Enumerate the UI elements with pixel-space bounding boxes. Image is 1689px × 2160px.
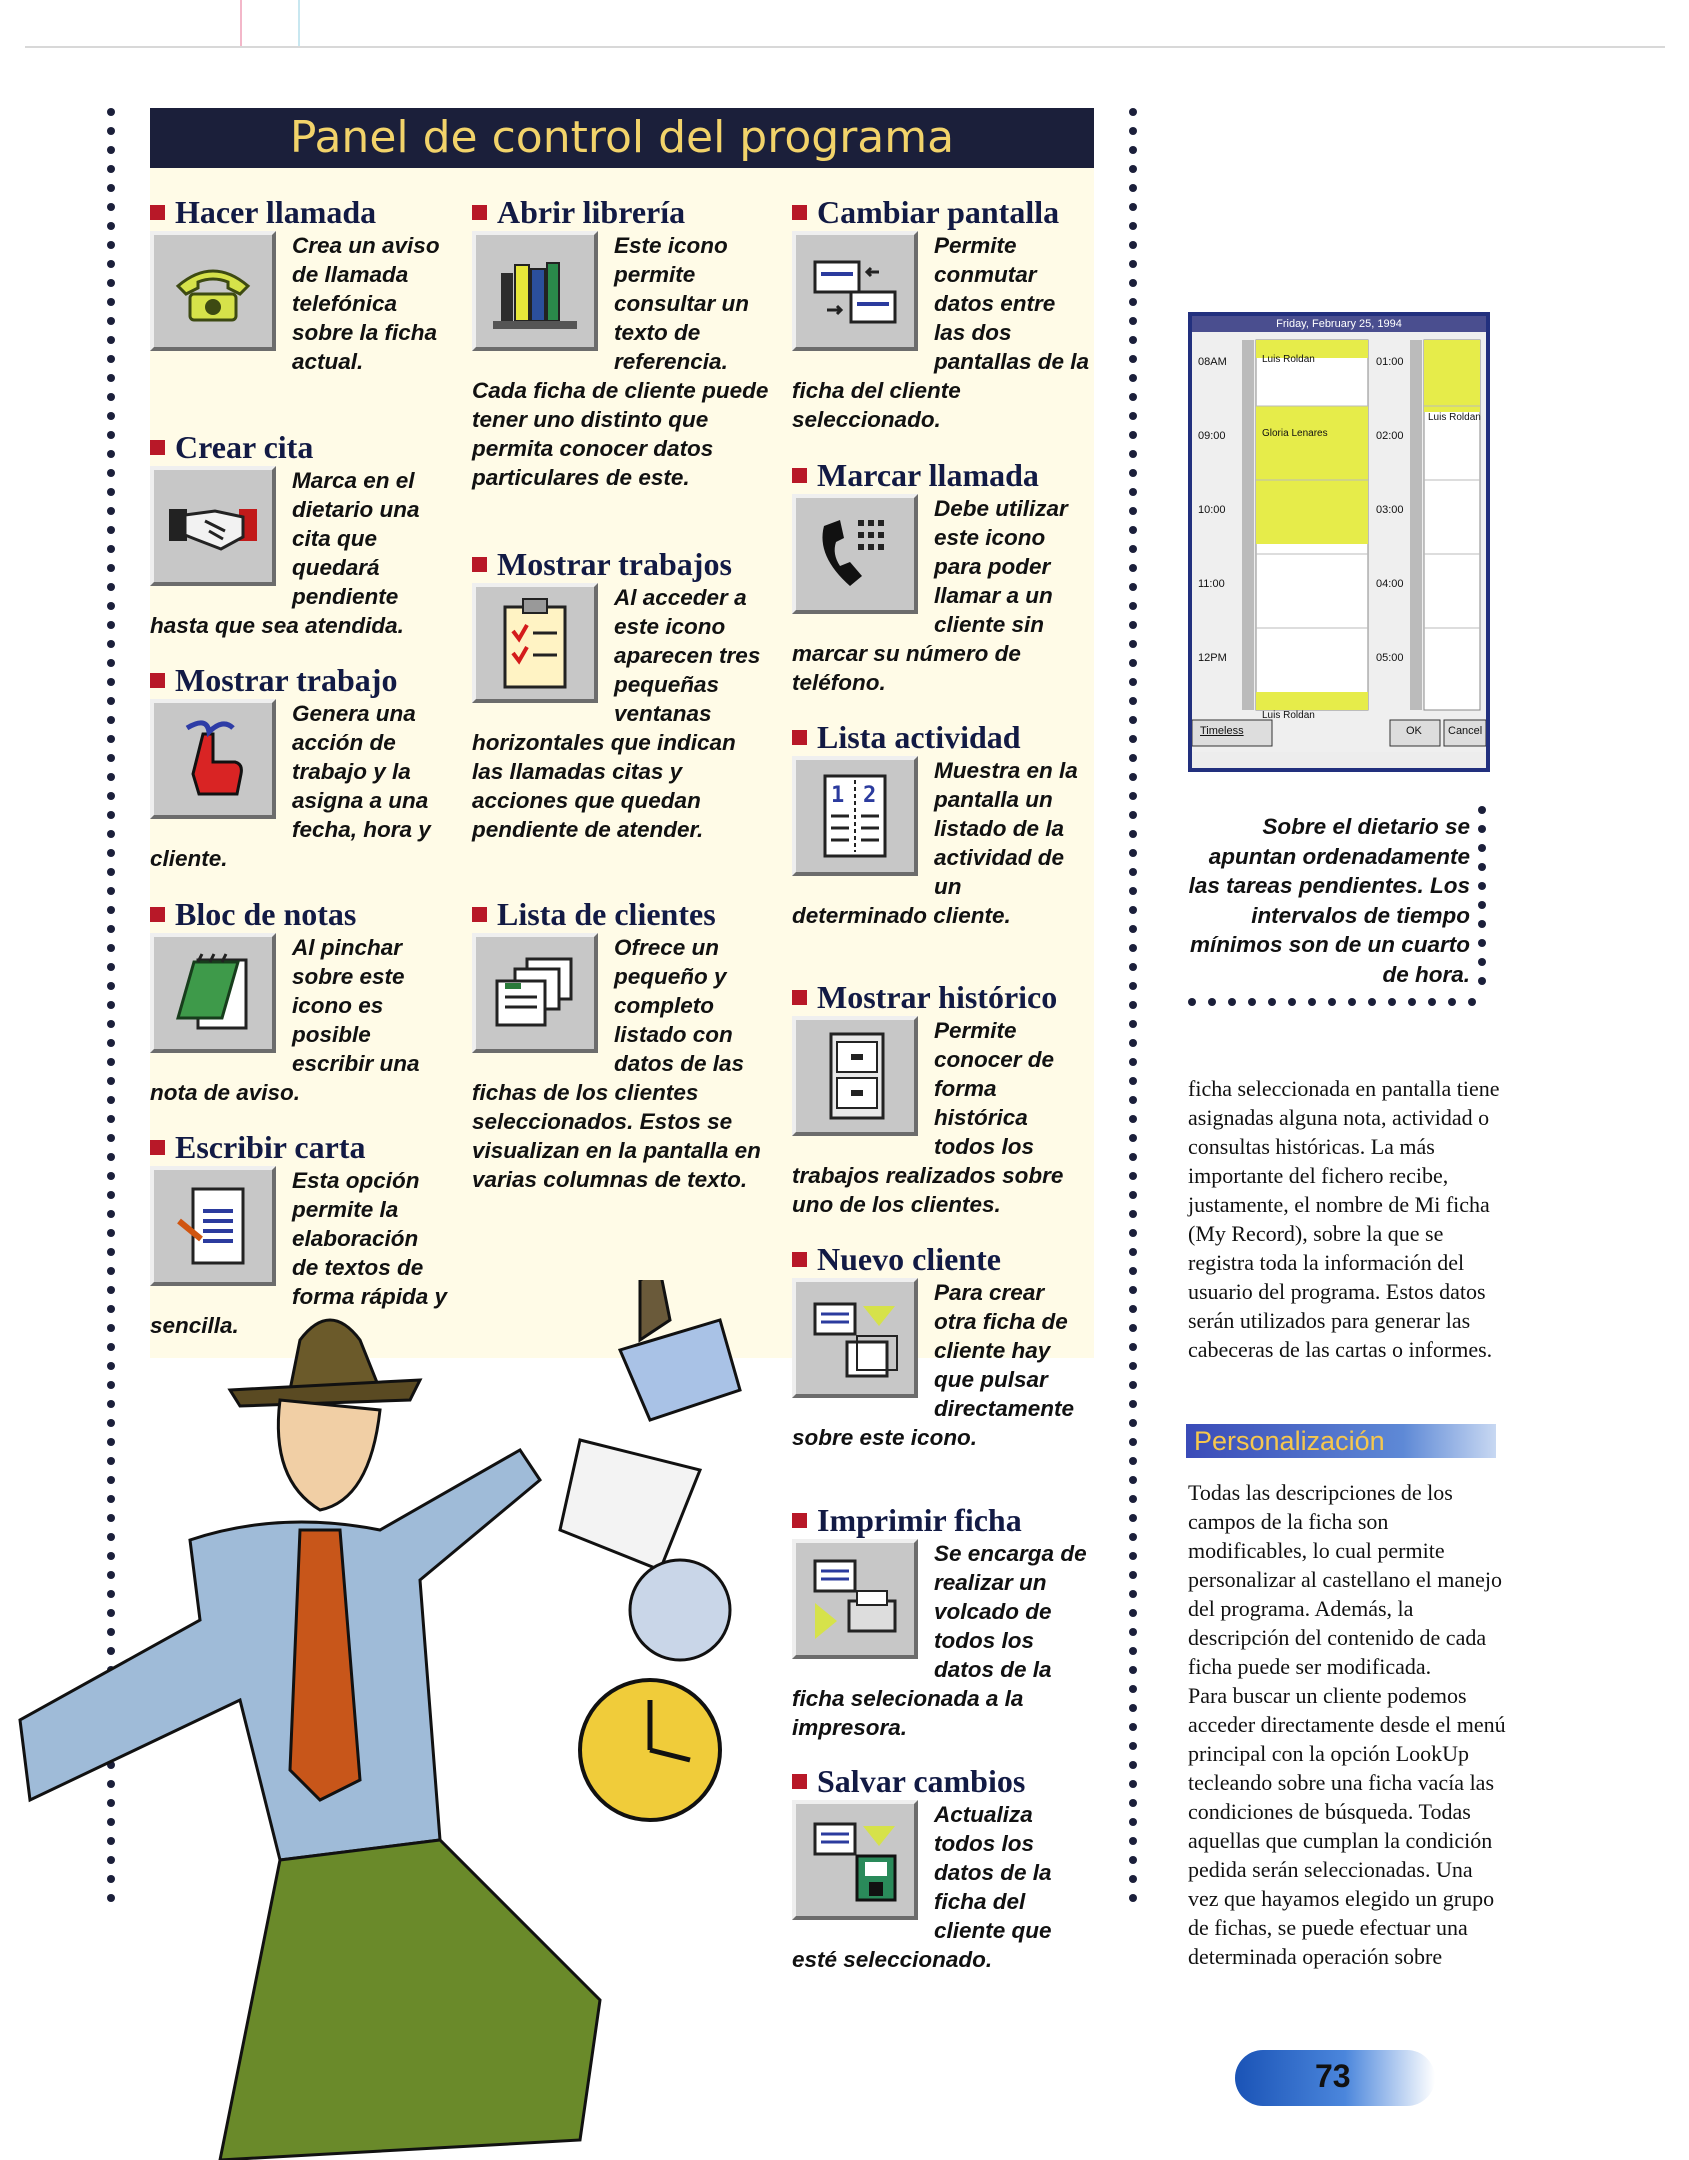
border-dot [1248,998,1256,1006]
border-dot [1129,906,1137,914]
border-dot [1368,998,1376,1006]
calendar-title: Friday, February 25, 1994 [1192,316,1486,332]
panel-title: Panel de control del programa [150,108,1094,168]
border-dot [1129,1590,1137,1598]
border-dot [1129,127,1137,135]
item-mostrar-trabajos [472,547,772,844]
border-dot [1129,1115,1137,1123]
border-dot [107,944,115,952]
border-dot [1129,1514,1137,1522]
border-dot [1129,1837,1137,1845]
item-crear-cita [150,430,450,640]
item-title: Nuevo cliente [792,1242,1092,1276]
border-dot [1129,944,1137,952]
item-text: Al acceder a este icono aparecen tres pequeñas ventanas horizontales que indican las llamadas citas y acciones que quedan pendiente de atender. [472,585,761,842]
border-dot [1129,849,1137,857]
time-label: 08AM [1198,356,1227,368]
border-dot [1129,925,1137,933]
border-dot [1129,1096,1137,1104]
border-dot [1129,203,1137,211]
border-dot [107,640,115,648]
time-label: 02:00 [1376,430,1404,442]
activity-list-icon[interactable] [792,756,918,876]
border-dot [1129,1476,1137,1484]
item-title: Mostrar trabajos [472,547,772,581]
calendar-entry[interactable]: Gloria Lenares [1262,428,1328,439]
border-dot [107,184,115,192]
crop-mark [298,0,300,46]
border-dot [107,830,115,838]
border-dot [1129,545,1137,553]
border-dot [1129,317,1137,325]
border-dot [1129,1818,1137,1826]
border-dot [107,450,115,458]
border-dot [1478,844,1486,852]
border-dot [107,260,115,268]
calendar-entry[interactable]: Luis Roldan [1428,412,1481,423]
body-text-bottom [1188,1478,1508,1971]
ok-button[interactable]: OK [1406,725,1422,737]
paragraph: Para buscar un cliente podemos acceder directamente desde el menú principal con la opción LookUp tecleando sobre una ficha vacía las condiciones de búsqueda. Todas aquellas que cumplan la condición pedida serán seleccionadas. Una vez que hayamos elegido un grupo de fichas, se puede efectuar una determinada operación sobre [1188,1683,1506,1969]
item-bloc-de-notas [150,897,450,1107]
time-label: 05:00 [1376,652,1404,664]
dotted-border-right [1129,108,1137,1913]
telephone-icon[interactable] [150,231,276,351]
border-dot [1129,1856,1137,1864]
calendar-caption: Sobre el dietario se apuntan ordenadamente las tareas pendientes. Los intervalos de tiempo mínimos son de un cuarto de hora. [1188,814,1470,987]
border-dot [1129,1305,1137,1313]
border-dot [1129,1761,1137,1769]
border-dot [1388,998,1396,1006]
border-dot [1129,1324,1137,1332]
caption-dots-horizontal [1188,998,1488,1008]
border-dot [1448,998,1456,1006]
border-dot [1408,998,1416,1006]
border-dot [107,374,115,382]
border-dot [1129,773,1137,781]
border-dot [1129,165,1137,173]
border-dot [1328,998,1336,1006]
border-dot [1129,1381,1137,1389]
item-text: Actualiza todos los datos de la ficha del cliente que esté seleccionado. [792,1802,1052,1972]
border-dot [1428,998,1436,1006]
file-cabinet-icon[interactable] [792,1016,918,1136]
item-title: Salvar cambios [792,1764,1092,1798]
item-hacer-llamada [150,195,450,376]
item-text: Al pinchar sobre este icono es posible escribir una nota de aviso. [150,935,420,1105]
item-title: Mostrar histórico [792,980,1092,1014]
item-text: Genera una acción de trabajo y la asigna a una fecha, hora y cliente. [150,701,431,871]
item-title: Abrir librería [472,195,772,229]
border-dot [1129,1799,1137,1807]
item-title: Mostrar trabajo [150,663,450,697]
border-dot [107,146,115,154]
border-dot [1129,1647,1137,1655]
border-dot [1129,982,1137,990]
border-dot [1129,1020,1137,1028]
border-dot [1129,469,1137,477]
border-dot [107,526,115,534]
border-dot [107,697,115,705]
border-dot [1478,939,1486,947]
border-dot [1129,260,1137,268]
border-dot [1129,241,1137,249]
border-dot [107,203,115,211]
border-dot [1129,583,1137,591]
item-text: Se encarga de realizar un volcado de todos los datos de la ficha selecionada a la impresora. [792,1541,1087,1740]
item-text: Crea un aviso de llamada telefónica sobre la ficha actual. [292,233,440,374]
border-dot [107,241,115,249]
item-text: Ofrece un pequeño y completo listado con datos de las fichas de los clientes seleccionados. Estos se visualizan en la pantalla en varias columnas de texto. [472,935,761,1192]
item-title: Marcar llamada [792,458,1092,492]
item-abrir-libreria [472,195,772,492]
juggling-man-illustration [0,1280,790,2160]
border-dot [1308,998,1316,1006]
border-dot [1129,336,1137,344]
border-dot [107,1020,115,1028]
border-dot [1478,806,1486,814]
body-text-top: ficha seleccionada en pantalla tiene asignadas alguna nota, actividad o consultas históricas. La más importante del fichero recibe, justamente, el nombre de Mi ficha (My Record), sobre la que se registra toda la información del usuario del programa. Estos datos serán utilizados para generar las cabeceras de las cartas o informes. [1188,1076,1500,1362]
caption-dots-vertical [1478,806,1486,996]
item-title: Escribir carta [150,1130,450,1164]
paragraph: Todas las descripciones de los campos de la ficha son modificables, lo cual permite personalizar al castellano el manejo del programa. Además, la descripción del contenido de cada ficha puede ser modificada. [1188,1480,1502,1679]
border-dot [1478,863,1486,871]
item-nuevo-cliente [792,1242,1092,1452]
border-dot [107,1172,115,1180]
border-dot [107,564,115,572]
border-dot [1129,887,1137,895]
border-dot [107,982,115,990]
letter-icon[interactable] [150,1166,276,1286]
border-dot [1129,1134,1137,1142]
border-dot [1129,735,1137,743]
border-dot [107,906,115,914]
border-dot [1129,146,1137,154]
item-title: Bloc de notas [150,897,450,931]
border-dot [107,716,115,724]
border-dot [1129,1419,1137,1427]
border-dot [107,488,115,496]
border-dot [1129,1362,1137,1370]
border-dot [1129,1723,1137,1731]
item-title: Crear cita [150,430,450,464]
border-dot [1129,868,1137,876]
item-marcar-llamada [792,458,1092,697]
item-text: Esta opción permite la elaboración de textos de forma rápida y sencilla. [150,1168,448,1338]
border-dot [1208,998,1216,1006]
section-heading: Personalización [1186,1424,1496,1458]
border-dot [1129,621,1137,629]
svg-text:2: 2 [863,783,877,808]
border-dot [1228,998,1236,1006]
border-dot [107,108,115,116]
calendar-entry[interactable]: Luis Roldan [1262,354,1315,365]
border-dot [1129,1343,1137,1351]
border-dot [107,659,115,667]
border-dot [1129,1552,1137,1560]
border-dot [107,678,115,686]
border-dot [107,1248,115,1256]
phone-keypad-icon[interactable] [792,494,918,614]
border-dot [1129,1172,1137,1180]
border-dot [1129,830,1137,838]
finger-ribbon-icon[interactable] [150,699,276,819]
time-label: 04:00 [1376,578,1404,590]
item-imprimir-ficha [792,1503,1092,1742]
border-dot [107,355,115,363]
border-dot [1129,1742,1137,1750]
border-dot [1129,1780,1137,1788]
border-dot [1129,450,1137,458]
border-dot [1129,488,1137,496]
border-dot [107,222,115,230]
border-dot [1129,431,1137,439]
border-dot [107,1153,115,1161]
time-label: 10:00 [1198,504,1226,516]
card-stack-icon[interactable] [472,933,598,1053]
top-rule [25,46,1665,48]
border-dot [107,1077,115,1085]
item-mostrar-historico [792,980,1092,1219]
border-dot [1478,882,1486,890]
time-label: 09:00 [1198,430,1226,442]
handshake-icon[interactable] [150,466,276,586]
border-dot [1129,716,1137,724]
item-mostrar-trabajo [150,663,450,873]
border-dot [1129,754,1137,762]
page-number: 73 [1315,2058,1351,2094]
item-text: Debe utilizar este icono para poder llamar a un cliente sin marcar su número de teléfono. [792,496,1068,695]
border-dot [1129,298,1137,306]
item-title: Imprimir ficha [792,1503,1092,1537]
border-dot [1129,640,1137,648]
border-dot [1129,564,1137,572]
border-dot [1268,998,1276,1006]
border-dot [107,279,115,287]
border-dot [1129,507,1137,515]
item-lista-de-clientes [472,897,772,1194]
border-dot [107,1191,115,1199]
border-dot [1129,526,1137,534]
border-dot [1129,1704,1137,1712]
border-dot [107,754,115,762]
border-dot [107,127,115,135]
border-dot [1129,1001,1137,1009]
time-label: 03:00 [1376,504,1404,516]
border-dot [1129,963,1137,971]
border-dot [1129,1153,1137,1161]
border-dot [1129,412,1137,420]
calendar-grid [1192,332,1486,752]
item-text: Permite conocer de forma histórica todos los trabajos realizados sobre uno de los clientes. [792,1018,1064,1217]
item-text: Marca en el dietario una cita que quedará pendiente hasta que sea atendida. [150,468,420,638]
item-text: Permite conmutar datos entre las dos pantallas de la ficha del cliente seleccionado. [792,233,1090,432]
border-dot [1129,279,1137,287]
border-dot [1129,1039,1137,1047]
switch-screens-icon[interactable] [792,231,918,351]
border-dot [1129,792,1137,800]
border-dot [107,431,115,439]
time-label: 01:00 [1376,356,1404,368]
border-dot [1129,602,1137,610]
item-text: Este icono permite consultar un texto de referencia. Cada ficha de cliente puede tener uno distinto que permita conocer datos particulares de este. [472,233,769,490]
border-dot [107,1267,115,1275]
border-dot [1129,1685,1137,1693]
border-dot [1129,1533,1137,1541]
border-dot [1129,1666,1137,1674]
border-dot [107,1058,115,1066]
notepad-icon[interactable] [150,933,276,1053]
border-dot [1129,374,1137,382]
border-dot [1129,1875,1137,1883]
item-salvar-cambios [792,1764,1092,1974]
border-dot [1129,1191,1137,1199]
save-disk-icon[interactable] [792,1800,918,1920]
border-dot [1129,184,1137,192]
border-dot [1129,1058,1137,1066]
border-dot [1129,1267,1137,1275]
item-title: Lista de clientes [472,897,772,931]
item-title: Hacer llamada [150,195,450,229]
border-dot [1288,998,1296,1006]
border-dot [1129,1248,1137,1256]
border-dot [107,925,115,933]
books-icon[interactable] [472,231,598,351]
border-dot [107,317,115,325]
border-dot [107,1210,115,1218]
item-cambiar-pantalla [792,195,1092,434]
border-dot [107,1039,115,1047]
border-dot [107,583,115,591]
border-dot [1129,1495,1137,1503]
calendar-entry[interactable]: Luis Roldan [1262,710,1315,721]
border-dot [1129,811,1137,819]
border-dot [1129,393,1137,401]
border-dot [1478,825,1486,833]
border-dot [107,165,115,173]
border-dot [1129,1457,1137,1465]
border-dot [1478,977,1486,985]
item-lista-actividad [792,720,1092,930]
border-dot [1129,1609,1137,1617]
border-dot [107,621,115,629]
border-dot [107,773,115,781]
border-dot [1129,222,1137,230]
border-dot [107,887,115,895]
border-dot [1129,1229,1137,1237]
item-text: Muestra en la pantalla un listado de la actividad de un determinado cliente. [792,758,1078,928]
border-dot [1129,1077,1137,1085]
new-client-icon[interactable] [792,1278,918,1398]
border-dot [1129,697,1137,705]
item-title: Cambiar pantalla [792,195,1092,229]
page-number-badge [1235,2050,1435,2106]
border-dot [107,1096,115,1104]
border-dot [1129,1894,1137,1902]
border-dot [1129,1571,1137,1579]
item-title: Lista actividad [792,720,1092,754]
border-dot [1468,998,1476,1006]
border-dot [107,336,115,344]
border-dot [1478,958,1486,966]
border-dot [1129,1210,1137,1218]
border-dot [1129,678,1137,686]
border-dot [1129,659,1137,667]
border-dot [1129,1286,1137,1294]
crop-mark [240,0,242,46]
border-dot [1129,108,1137,116]
border-dot [1478,901,1486,909]
border-dot [107,1115,115,1123]
border-dot [1129,1628,1137,1636]
border-dot [107,412,115,420]
item-text: Para crear otra ficha de cliente hay que pulsar directamente sobre este icono. [792,1280,1075,1450]
border-dot [107,298,115,306]
clipboard-icon[interactable] [472,583,598,703]
time-label: 11:00 [1198,578,1225,590]
border-dot [107,868,115,876]
border-dot [107,735,115,743]
border-dot [107,545,115,553]
time-label: 12PM [1198,652,1227,664]
border-dot [1188,998,1196,1006]
border-dot [107,1134,115,1142]
border-dot [107,963,115,971]
border-dot [1478,920,1486,928]
timeless-button[interactable]: Timeless [1200,725,1244,737]
border-dot [107,849,115,857]
border-dot [107,507,115,515]
calendar-window [1188,312,1490,772]
border-dot [1129,355,1137,363]
border-dot [1348,998,1356,1006]
printer-icon[interactable] [792,1539,918,1659]
border-dot [107,1001,115,1009]
border-dot [107,393,115,401]
border-dot [107,469,115,477]
border-dot [1129,1438,1137,1446]
svg-text:1: 1 [831,783,845,808]
border-dot [107,792,115,800]
border-dot [107,1229,115,1237]
cancel-button[interactable]: Cancel [1448,725,1483,737]
border-dot [1129,1400,1137,1408]
border-dot [107,602,115,610]
border-dot [107,811,115,819]
